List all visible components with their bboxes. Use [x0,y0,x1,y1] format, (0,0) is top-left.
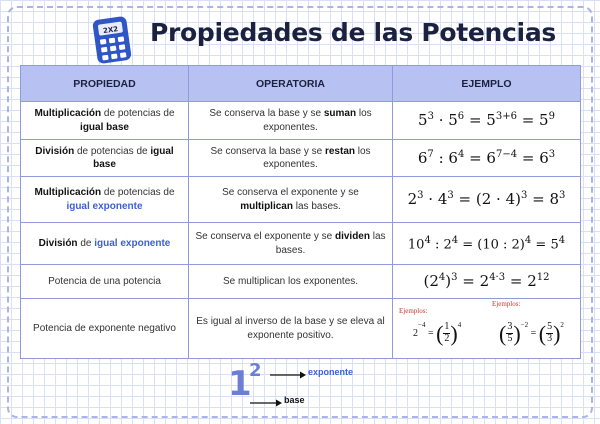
ex-op: ) [445,272,452,291]
property-bold: División [38,237,78,249]
ex-base: 5 [539,111,549,130]
ex-base: 2 [443,236,452,252]
property-text: de potencias de [74,145,151,157]
ex-base: (2 [423,272,439,291]
operation-cell [189,223,393,265]
ex-base: 4 [437,190,448,209]
negative-exponent-examples [397,301,576,357]
header-operatoria: OPERATORIA [189,66,393,102]
example-negative-1: 2 $^{-4}$ = ( $\frac{1}{2}$ ) $^4$ [413,320,462,346]
ex-base: 2 [527,272,537,291]
ex-op: = [464,111,487,130]
ex-exponent: 7−4 [495,148,518,160]
fraction: $\frac{3}{5}$ [507,321,513,344]
operation-cell [189,177,393,223]
property-bold: igual base [93,145,174,170]
calculator-icon [92,14,132,64]
ex-exponent: 6 [457,111,465,123]
ex-op: · [433,111,449,130]
ex-exponent: 4 [457,148,465,160]
examples-label: Ejemplos: [492,299,521,308]
arrow-right-icon [270,370,306,380]
header-ejemplo: EJEMPLO [393,66,581,102]
operation-cell: Es igual al inverso de la base y se eleva al exponente positivo. [189,299,393,359]
table-row [21,177,581,223]
property-highlight: igual exponente [66,200,143,212]
property-cell [21,223,189,265]
ex-exponent: 9 [548,111,555,123]
table-row [21,265,581,299]
operation-cell [189,102,393,140]
ex-exponent: −2 [520,320,529,329]
operation-bold: multiplican [240,200,293,212]
ex-op: = (2 · 4) [453,190,521,209]
operation-text: Se conserva el exponente y se [195,231,335,242]
header-propiedad: PROPIEDAD [21,66,189,102]
example-cell [393,140,581,177]
ex-exponent: 4 [558,234,566,246]
example-cell: $(2^4)^3 = 2^{4\cdot 3} = 2^{12}$ [393,265,581,299]
power-diagram [228,360,368,414]
ex-base: 5 [418,111,428,130]
ex-base: 5 [448,111,458,130]
example-cell: $2^3 \cdot 4^3 = (2 \cdot 4)^3 = 8^3$ [393,177,581,223]
example-cell [393,299,581,359]
property-highlight: igual exponente [94,237,171,249]
table-header-row [21,66,581,102]
ex-base: 6 [539,148,549,167]
ex-exponent: −4 [418,320,426,329]
property-bold: igual base [80,121,129,133]
property-cell: Potencia de exponente negativo [21,299,189,359]
operation-bold: dividen [334,231,370,242]
ex-exponent: 4 [451,234,459,246]
ex-exponent: 3 [520,190,528,202]
page-title: Propiedades de las Potencias [150,18,556,47]
operation-text: las bases. [292,200,341,212]
ex-op: = [516,111,540,130]
ex-base: 6 [448,148,458,167]
table-row [21,102,581,140]
property-bold: División [35,145,75,157]
operation-text: los exponentes. [263,145,371,170]
ex-exponent: 3 [417,190,424,202]
ex-exponent: 3 [559,190,566,202]
table-row [21,140,581,177]
ex-base: 10 [407,236,425,252]
property-cell: Potencia de una potencia [21,265,189,299]
ex-base: 5 [550,236,559,252]
example-cell: $10^4$ : $2^4 = (10$ : $2)^4 = 5^4$ [393,223,581,265]
operation-bold: restan [324,145,355,157]
ex-exponent: 4 [457,320,462,329]
property-bold: Multiplicación [34,187,102,198]
ex-exponent: 4 [424,234,431,246]
ex-exponent: 4 [438,272,446,284]
ex-op: = [517,148,540,167]
ex-base: 6 [486,148,496,167]
arrow-right-icon [250,398,282,408]
diagram-base-number: 1 [228,364,252,404]
fraction: $\frac{1}{2}$ [444,321,450,344]
ex-exponent: 2 [560,320,564,329]
ex-exponent: 7 [427,148,434,160]
table-row [21,299,581,359]
ex-base: 2 [479,272,490,291]
ex-op: · [423,190,438,209]
operation-text: Se conserva la base y se [210,145,325,157]
ex-base: 8 [549,190,559,209]
properties-table [20,65,581,359]
ex-op: : [433,148,449,167]
operation-text: Se conserva el exponente y se [222,187,359,198]
ex-exponent: 3 [451,272,458,284]
ex-base: 2 [413,327,418,339]
property-text: de [77,237,95,249]
ex-base: 2 [407,190,418,209]
operation-text: las bases. [275,231,386,256]
examples-label: Ejemplos: [399,306,428,315]
operation-text: los exponentes. [263,108,372,133]
operation-text: Se conserva la base y se [209,108,324,119]
ex-op: = (10 : 2) [458,236,525,252]
diagram-exponent-number: 2 [249,360,262,381]
exponent-label: exponente [308,367,354,377]
property-text: de potencias de [101,108,175,119]
calculator-text: 2X2 [102,25,119,36]
property-text: de potencias de [101,187,175,198]
operation-cell: Se multiplican los exponentes. [189,265,393,299]
ex-base: 6 [417,148,428,167]
example-cell [393,102,581,140]
ex-exponent: 3 [447,190,454,202]
example-negative-2: ( $\frac{3}{5}$ ) $^{-2}$ = ( $\frac{5}{3}$ ) $^2$ [499,320,564,346]
operation-bold: suman [323,108,357,119]
ex-exponent: 4 [524,234,532,246]
property-bold: Multiplicación [34,108,102,119]
ex-op: : [430,236,444,252]
ex-exponent: 12 [536,272,550,284]
operation-cell [189,140,393,177]
ex-base: 5 [486,111,496,130]
ex-exponent: 3 [548,148,556,160]
property-cell [21,177,189,223]
ex-exponent: 3+6 [495,111,517,123]
table-row [21,223,581,265]
property-cell [21,102,189,140]
fraction: $\frac{5}{3}$ [547,321,553,344]
ex-exponent: 4·3 [489,272,506,284]
ex-op: = [464,148,487,167]
ex-exponent: 3 [427,111,434,123]
property-cell [21,140,189,177]
base-label: base [284,395,305,405]
